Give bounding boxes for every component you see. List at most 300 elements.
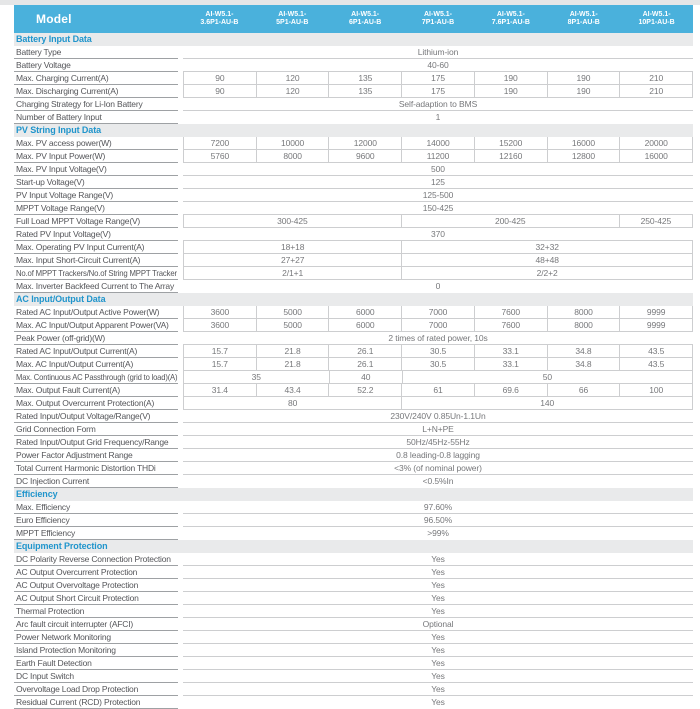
spec-row: [14, 85, 693, 98]
value-cell: 34.8: [548, 345, 621, 358]
value-cell: 3600: [184, 319, 257, 332]
model-column-header: [183, 5, 256, 33]
row-label-text: MPPT Efficiency: [16, 528, 76, 538]
row-label-text: Max. Output Overcurrent Protection(A): [16, 398, 155, 408]
row-label: [14, 423, 178, 436]
value-cell: 7600: [475, 306, 548, 319]
model-column-line2: 10P1-AU-B: [638, 19, 675, 26]
spec-row: [14, 592, 693, 605]
spec-row: [14, 605, 693, 618]
row-label: [14, 605, 178, 618]
value-cell: 175: [402, 72, 475, 85]
row-label-text: Max. Operating PV Input Current(A): [16, 242, 145, 252]
row-label-text: Max. Efficiency: [16, 502, 71, 512]
value-cell: 30.5: [402, 345, 475, 358]
row-values: [183, 46, 693, 59]
row-values: [183, 657, 693, 670]
row-values: [183, 527, 693, 540]
row-label: [14, 150, 178, 163]
row-values: [183, 592, 693, 605]
row-label: [14, 449, 178, 462]
spec-row: [14, 72, 693, 85]
spec-row: [14, 436, 693, 449]
model-column-line2: 3.6P1-AU-B: [200, 19, 239, 26]
model-column-header: [329, 5, 402, 33]
value-cell: 120: [257, 72, 330, 85]
value-cell: 0: [435, 281, 441, 291]
row-values: [183, 501, 693, 514]
row-label-text: Total Current Harmonic Distortion THDi: [16, 463, 156, 473]
value-cell: Yes: [183, 644, 693, 657]
value-cell: 27+27: [184, 254, 402, 267]
row-label: [14, 410, 178, 423]
row-label: [14, 683, 178, 696]
row-values: [183, 670, 693, 683]
row-values: [183, 163, 693, 176]
row-label-text: Rated Input/Output Grid Frequency/Range: [16, 437, 169, 447]
row-values: [183, 111, 693, 124]
spec-row: [14, 371, 693, 384]
spec-row: [14, 475, 693, 488]
row-label-text: Start-up Voltage(V): [16, 177, 85, 187]
row-values: [183, 514, 693, 527]
row-label-text: Grid Connection Form: [16, 424, 96, 434]
row-label-text: AC Output Overcurrent Protection: [16, 567, 138, 577]
value-cell: Yes: [183, 683, 693, 696]
section-header: AC Input/Output Data: [14, 293, 693, 306]
row-values: [183, 228, 693, 241]
value-cell: 210: [620, 72, 693, 85]
row-label-text: No.of MPPT Trackers/No.of String MPPT Tracker: [16, 268, 177, 278]
row-label: [14, 397, 178, 410]
spec-row: [14, 397, 693, 410]
row-label-text: Max. Output Fault Current(A): [16, 385, 120, 395]
row-values: [183, 85, 693, 98]
value-cell: 1: [435, 112, 441, 122]
spec-row: [14, 46, 693, 59]
value-cell: 6000: [329, 319, 402, 332]
row-values: [183, 449, 693, 462]
row-values: [183, 475, 693, 488]
row-values: [183, 332, 693, 345]
value-cell: Yes: [183, 605, 693, 618]
row-label-text: PV Input Voltage Range(V): [16, 190, 114, 200]
row-values: [183, 683, 693, 696]
value-cell: 32+32: [402, 241, 693, 254]
row-values: [183, 397, 693, 410]
value-cell: 5760: [184, 150, 257, 163]
row-label: [14, 371, 178, 384]
row-label-text: Residual Current (RCD) Protection: [16, 697, 141, 707]
spec-row: [14, 553, 693, 566]
row-values: [183, 423, 693, 436]
row-values: [183, 371, 693, 384]
value-cell: 12000: [329, 137, 402, 150]
row-label: [14, 267, 178, 280]
row-label: [14, 241, 178, 254]
row-values: [183, 618, 693, 631]
value-cell: 26.1: [329, 358, 402, 371]
value-cell: 230V/240V 0.85Un-1.1Un: [183, 410, 693, 423]
row-label-text: Thermal Protection: [16, 606, 85, 616]
row-label: [14, 618, 178, 631]
value-cell: 21.8: [257, 358, 330, 371]
model-column-line1: AI-W5.1-: [424, 10, 452, 18]
row-label-text: Peak Power (off-grid)(W): [16, 333, 106, 343]
row-label-text: Number of Battery Input: [16, 112, 102, 122]
value-cell: 30.5: [402, 358, 475, 371]
row-label-text: Charging Strategy for Li-Ion Battery: [16, 99, 143, 109]
spec-row: [14, 462, 693, 475]
row-values: [183, 254, 693, 267]
row-label-text: Island Protection Monitoring: [16, 645, 116, 655]
spec-row: [14, 657, 693, 670]
row-values: [183, 345, 693, 358]
value-cell: 10000: [257, 137, 330, 150]
value-cell: 66: [548, 384, 621, 397]
value-cell: 40-60: [183, 59, 693, 72]
model-column-header: [474, 5, 547, 33]
spec-row: [14, 449, 693, 462]
spec-row: [14, 176, 693, 189]
row-label: [14, 631, 178, 644]
spec-row: [14, 150, 693, 163]
model-column-header: [256, 5, 329, 33]
value-cell: 200-425: [402, 215, 620, 228]
row-values: [183, 202, 693, 215]
value-cell: 96.50%: [183, 514, 693, 527]
value-cell: 21.8: [257, 345, 330, 358]
section-header: PV String Input Data: [14, 124, 693, 137]
value-cell: Yes: [183, 631, 693, 644]
row-label: [14, 202, 178, 215]
value-cell: 40: [330, 371, 403, 384]
row-label: [14, 384, 178, 397]
row-label-text: Max. Continuous AC Passthrough (grid to load)(A): [16, 372, 178, 382]
row-values: [183, 384, 693, 397]
row-values: [183, 462, 693, 475]
value-cell: Lithium-ion: [183, 46, 693, 59]
value-cell: 300-425: [184, 215, 402, 228]
value-cell: 7600: [475, 319, 548, 332]
row-values: [183, 410, 693, 423]
spec-row: [14, 163, 693, 176]
value-cell: 2 times of rated power, 10s: [183, 332, 693, 345]
spec-row: [14, 384, 693, 397]
value-cell: 50: [403, 371, 693, 384]
value-cell: 80: [184, 397, 402, 410]
model-column-header: [620, 5, 693, 33]
model-column-line2: 6P1-AU-B: [349, 19, 382, 26]
spec-row: [14, 228, 693, 241]
value-cell: 69.6: [475, 384, 548, 397]
spec-row: [14, 514, 693, 527]
row-label: [14, 527, 178, 540]
value-cell: 48+48: [402, 254, 693, 267]
value-cell: 43.4: [257, 384, 330, 397]
row-label: [14, 358, 178, 371]
row-label-text: Max. AC Input/Output Current(A): [16, 359, 134, 369]
row-values: [183, 176, 693, 189]
value-cell: 20000: [620, 137, 693, 150]
value-cell: 7000: [402, 319, 475, 332]
value-cell: 500: [183, 163, 693, 176]
spec-row: [14, 98, 693, 111]
row-values: [183, 150, 693, 163]
spec-row: [14, 410, 693, 423]
model-column-line1: AI-W5.1-: [351, 10, 380, 18]
spec-row: [14, 345, 693, 358]
row-label: [14, 579, 178, 592]
value-cell: Yes: [183, 579, 693, 592]
value-cell: 31.4: [184, 384, 257, 397]
row-label-text: Max. AC Input/Output Apparent Power(VA): [16, 320, 169, 330]
row-label: [14, 306, 178, 319]
value-cell: 33.1: [475, 345, 548, 358]
row-values: [183, 306, 693, 319]
value-cell: 120: [257, 85, 330, 98]
spec-row: [14, 189, 693, 202]
row-values: [183, 319, 693, 332]
value-cell: Yes: [431, 697, 445, 707]
model-column-header: [402, 5, 475, 33]
row-values: [183, 98, 693, 111]
spec-row: [14, 59, 693, 72]
spec-row: [14, 137, 693, 150]
value-cell: 50Hz/45Hz-55Hz: [183, 436, 693, 449]
row-values: [183, 241, 693, 254]
row-label: [14, 46, 178, 59]
row-label: [14, 163, 178, 176]
row-values: [183, 137, 693, 150]
value-cell: 250-425: [620, 215, 693, 228]
spec-row: [14, 696, 693, 709]
spec-row: [14, 670, 693, 683]
row-label: [14, 332, 178, 345]
value-cell: 52.2: [329, 384, 402, 397]
row-values: [183, 189, 693, 202]
model-column-header: [547, 5, 620, 33]
row-label-text: Power Factor Adjustment Range: [16, 450, 133, 460]
row-label: [14, 319, 178, 332]
row-label: [14, 501, 178, 514]
row-label: [14, 553, 178, 566]
spec-row: [14, 280, 693, 293]
value-cell: 9999: [620, 306, 693, 319]
model-column-line2: 7P1-AU-B: [421, 19, 455, 26]
row-label: [14, 189, 178, 202]
value-cell: 210: [620, 85, 693, 98]
value-cell: Yes: [183, 553, 693, 566]
row-label: [14, 592, 178, 605]
spec-content: [14, 5, 693, 709]
section-header: Efficiency: [14, 488, 693, 501]
row-label-text: Battery Voltage: [16, 60, 71, 70]
value-cell: <3% (of nominal power): [183, 462, 693, 475]
value-cell: 125-500: [183, 189, 693, 202]
row-label: [14, 59, 178, 72]
value-cell: 7000: [402, 306, 475, 319]
value-cell: 2/2+2: [402, 267, 693, 280]
row-label: [14, 644, 178, 657]
spec-row: [14, 319, 693, 332]
value-cell: 175: [402, 85, 475, 98]
value-cell: 26.1: [329, 345, 402, 358]
value-cell: 2/1+1: [184, 267, 402, 280]
row-label-text: DC Polarity Reverse Connection Protection: [16, 554, 171, 564]
row-values: [183, 436, 693, 449]
value-cell: 16000: [548, 137, 621, 150]
spec-row: [14, 358, 693, 371]
spec-row: [14, 254, 693, 267]
row-label-text: Rated AC Input/Output Active Power(W): [16, 307, 160, 317]
value-cell: 33.1: [475, 358, 548, 371]
row-label-text: Battery Type: [16, 47, 62, 57]
row-label-text: Max. Discharging Current(A): [16, 86, 119, 96]
row-label-text: Full Load MPPT Voltage Range(V): [16, 216, 141, 226]
value-cell: 8000: [548, 306, 621, 319]
spec-row: [14, 644, 693, 657]
value-cell: 5000: [257, 306, 330, 319]
value-cell: 3600: [184, 306, 257, 319]
row-label: [14, 475, 178, 488]
value-cell: 6000: [329, 306, 402, 319]
model-column-line1: AI-W5.1-: [642, 10, 671, 18]
row-label-text: Overvoltage Load Drop Protection: [16, 684, 139, 694]
row-label-text: DC Injection Current: [16, 476, 90, 486]
spec-row: [14, 579, 693, 592]
model-header-bar: [14, 5, 693, 33]
row-label: [14, 462, 178, 475]
spec-row: [14, 202, 693, 215]
spec-row: [14, 111, 693, 124]
value-cell: 7200: [184, 137, 257, 150]
value-cell: 12800: [548, 150, 621, 163]
row-label: [14, 280, 178, 293]
value-cell: 61: [402, 384, 475, 397]
row-label-text: DC Input Switch: [16, 671, 74, 681]
value-cell: 125: [183, 176, 693, 189]
row-values: [183, 631, 693, 644]
row-label: [14, 111, 178, 124]
row-values: [183, 644, 693, 657]
value-cell: L+N+PE: [183, 423, 693, 436]
value-cell: 43.5: [620, 358, 693, 371]
model-column-line1: AI-W5.1-: [205, 10, 234, 18]
value-cell: 15.7: [184, 345, 257, 358]
value-cell: 15.7: [184, 358, 257, 371]
spec-row: [14, 566, 693, 579]
value-cell: 190: [548, 85, 621, 98]
value-cell: 12160: [475, 150, 548, 163]
value-cell: 35: [184, 371, 330, 384]
row-values: [183, 280, 693, 293]
section-header: Equipment Protection: [14, 540, 693, 553]
row-label: [14, 566, 178, 579]
value-cell: Optional: [183, 618, 693, 631]
value-cell: 100: [620, 384, 693, 397]
row-label: [14, 670, 178, 683]
model-column-line2: 7.6P1-AU-B: [491, 19, 530, 26]
row-label: [14, 98, 178, 111]
spec-row: [14, 683, 693, 696]
row-label-text: Max. PV Input Voltage(V): [16, 164, 107, 174]
row-label: [14, 514, 178, 527]
row-label-text: Power Network Monitoring: [16, 632, 111, 642]
spec-row: [14, 241, 693, 254]
value-cell: 9999: [620, 319, 693, 332]
row-label-text: Max. Inverter Backfeed Current to The Array: [16, 281, 175, 291]
row-label-text: Max. Charging Current(A): [16, 73, 109, 83]
row-values: [183, 696, 693, 709]
value-cell: 8000: [548, 319, 621, 332]
value-cell: 135: [329, 72, 402, 85]
spec-row: [14, 501, 693, 514]
row-values: [183, 267, 693, 280]
row-values: [183, 579, 693, 592]
row-label: [14, 696, 178, 709]
spec-row: [14, 527, 693, 540]
spec-row: [14, 631, 693, 644]
value-cell: Self-adaption to BMS: [183, 98, 693, 111]
row-label: [14, 254, 178, 267]
row-values: [183, 72, 693, 85]
model-column-line2: 5P1-AU-B: [276, 19, 309, 26]
spec-row: [14, 215, 693, 228]
value-cell: <0.5%In: [422, 476, 454, 486]
row-label-text: AC Output Overvoltage Protection: [16, 580, 139, 590]
row-label-text: Max. PV Input Power(W): [16, 151, 106, 161]
value-cell: 370: [183, 228, 693, 241]
row-values: [183, 59, 693, 72]
row-label-text: AC Output Short Circuit Protection: [16, 593, 139, 603]
row-label: [14, 228, 178, 241]
value-cell: 190: [475, 72, 548, 85]
row-values: [183, 553, 693, 566]
spec-row: [14, 306, 693, 319]
value-cell: 90: [184, 85, 257, 98]
value-cell: >99%: [427, 528, 449, 538]
row-label: [14, 85, 178, 98]
row-label: [14, 72, 178, 85]
section-header: Battery Input Data: [14, 33, 693, 46]
row-label: [14, 137, 178, 150]
row-label-text: Rated AC Input/Output Current(A): [16, 346, 138, 356]
value-cell: 90: [184, 72, 257, 85]
row-label-text: Rated PV Input Voltage(V): [16, 229, 111, 239]
value-cell: 16000: [620, 150, 693, 163]
row-label-text: MPPT Voltage Range(V): [16, 203, 105, 213]
row-label-text: Max. PV access power(W): [16, 138, 112, 148]
row-label-text: Arc fault circuit interrupter (AFCI): [16, 619, 134, 629]
value-cell: 135: [329, 85, 402, 98]
value-cell: Yes: [183, 657, 693, 670]
row-label: [14, 215, 178, 228]
row-label-text: Rated Input/Output Voltage/Range(V): [16, 411, 151, 421]
spec-row: [14, 423, 693, 436]
value-cell: 11200: [402, 150, 475, 163]
value-cell: 5000: [257, 319, 330, 332]
value-cell: 14000: [402, 137, 475, 150]
value-cell: 97.60%: [183, 501, 693, 514]
value-cell: Yes: [183, 670, 693, 683]
row-values: [183, 566, 693, 579]
value-cell: 8000: [257, 150, 330, 163]
row-label: [14, 345, 178, 358]
spec-row: [14, 618, 693, 631]
value-cell: 150-425: [183, 202, 693, 215]
value-cell: Yes: [183, 592, 693, 605]
